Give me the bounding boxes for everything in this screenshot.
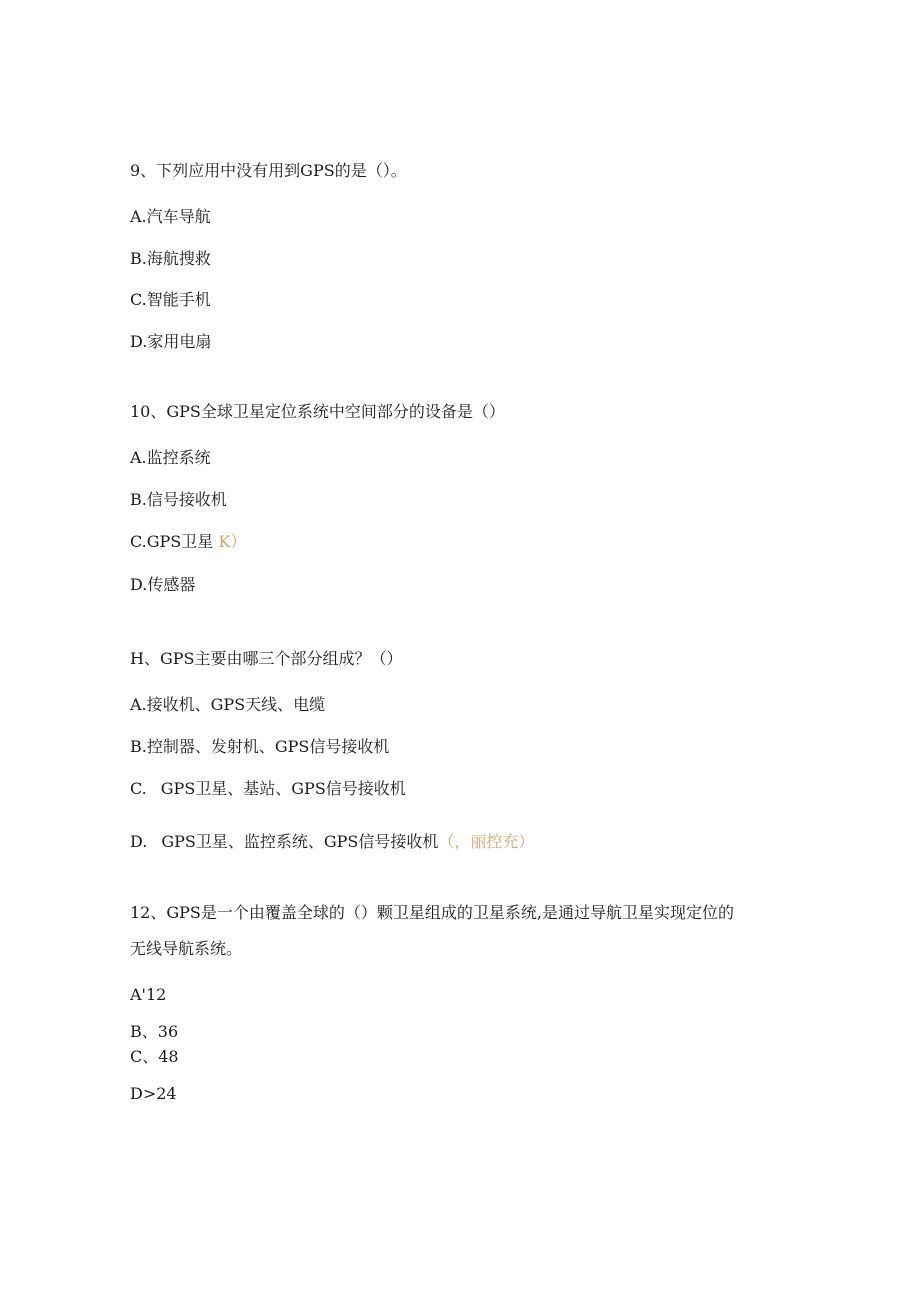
question-11-option-a: A.接收机、GPS天线、电缆 <box>130 695 326 714</box>
question-10-option-d: D.传感器 <box>130 575 196 594</box>
question-11-option-c-text: GPS卫星、基站、GPS信号接收机 <box>160 779 406 798</box>
question-9-stem: 9、下列应用中没有用到GPS的是（）。 <box>130 161 407 180</box>
question-9-option-d: D.家用电扇 <box>130 332 212 351</box>
question-10-option-a: A.监控系统 <box>130 448 211 467</box>
question-11-option-d-note: （，丽控充） <box>438 832 535 851</box>
question-12-option-b: B、36 <box>130 1022 179 1041</box>
question-11-option-b: B.控制器、发射机、GPS信号接收机 <box>130 737 390 756</box>
question-12-option-a: A'12 <box>130 985 167 1004</box>
question-10-option-c <box>130 531 246 553</box>
question-10-option-c-note: K） <box>218 532 247 551</box>
question-10-option-c-text: C.GPS卫星 <box>130 532 214 551</box>
question-11-option-c-letter: C. <box>130 779 147 798</box>
question-10-stem: 10、GPS全球卫星定位系统中空间部分的设备是（） <box>130 402 505 421</box>
question-11-option-c <box>130 778 406 800</box>
question-10-option-b: B.信号接收机 <box>130 490 227 509</box>
question-12-stem-line2: 无线导航系统。 <box>130 939 243 958</box>
question-12-stem-line1: 12、GPS是一个由覆盖全球的（）颗卫星组成的卫星系统,是通过导航卫星实现定位的 <box>130 903 734 922</box>
question-9-option-b: B.海航搜救 <box>130 249 211 268</box>
question-9-option-c: C.智能手机 <box>130 290 211 309</box>
question-11-option-d-text: GPS卫星、监控系统、GPS信号接收机 <box>161 832 439 851</box>
question-11-option-d <box>130 831 534 853</box>
question-11-option-d-letter: D. <box>130 832 148 851</box>
question-12-option-c: C、48 <box>130 1047 179 1066</box>
question-12-option-d: D>24 <box>130 1084 177 1103</box>
question-11-stem: H、GPS主要由哪三个部分组成？（） <box>130 649 403 668</box>
question-9-option-a: A.汽车导航 <box>130 207 211 226</box>
